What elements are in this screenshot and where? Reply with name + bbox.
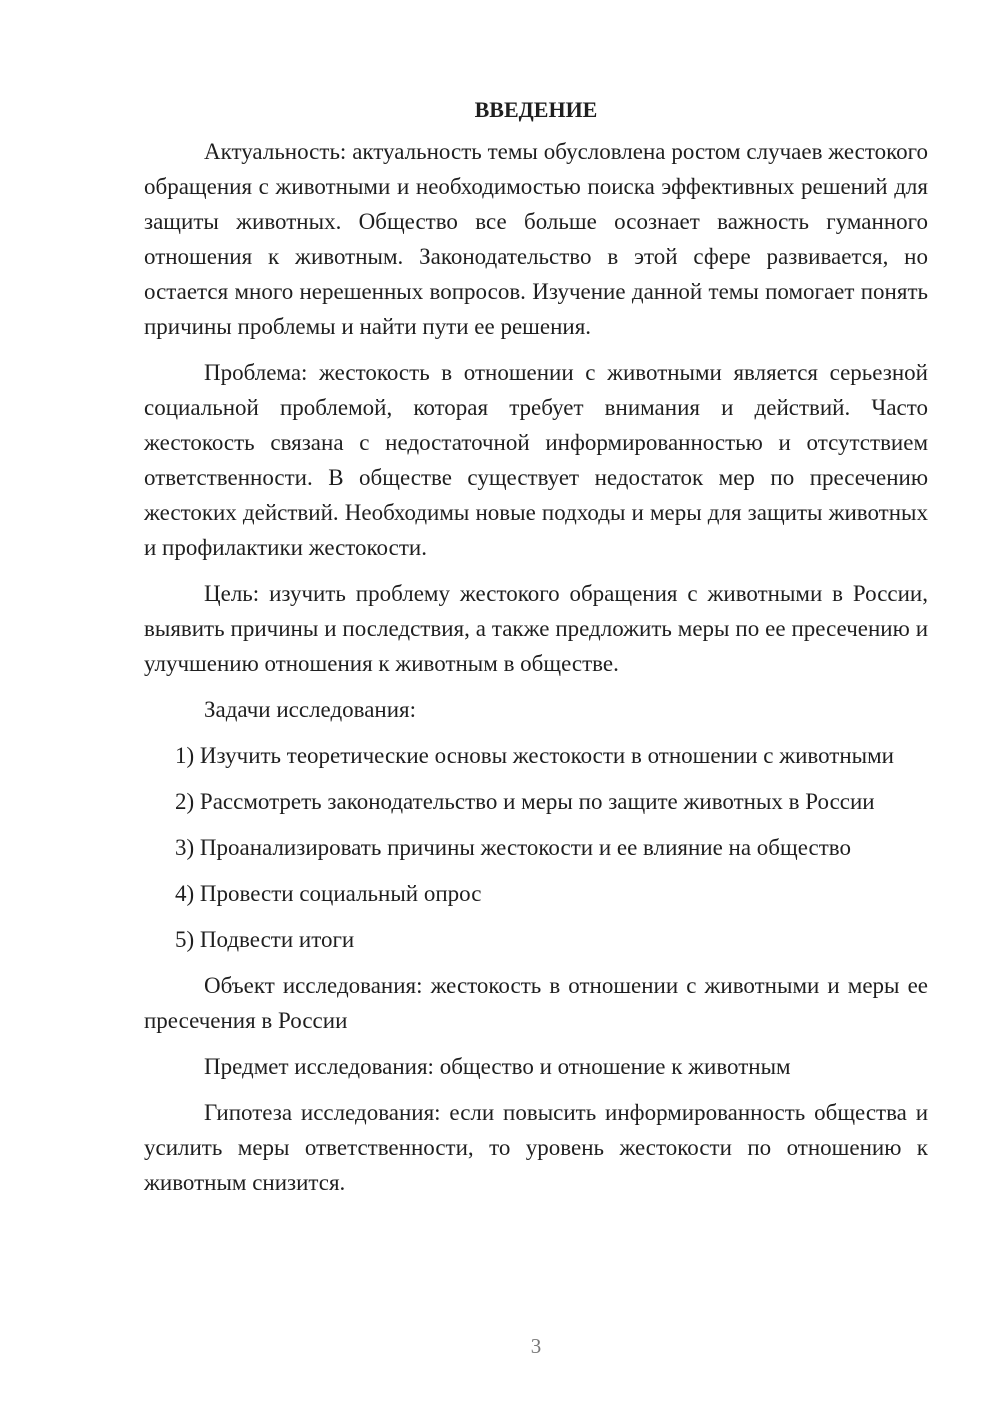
relevance-paragraph: Актуальность: актуальность темы обусловлена ростом случаев жестокого обращения с животными и необходимостью поиска эффективных решений для защиты животных. Общество все больше осознает важность гуманного отношения к животным. Законодательство в этой сфере развивается, но остается много нерешенных вопросов. Изучение данной темы помогает понять причины проблемы и найти пути ее решения. (144, 139, 928, 339)
object-paragraph: Объект исследования: жестокость в отношении с животными и меры ее пресечения в России (144, 973, 928, 1033)
goal-paragraph: Цель: изучить проблему жестокого обращения с животными в России, выявить причины и последствия, а также предложить меры по ее пресечению и улучшению отношения к животным в обществе. (144, 581, 928, 676)
tasks-list (144, 738, 928, 957)
hypothesis-paragraph: Гипотеза исследования: если повысить информированность общества и усилить меры ответственности, то уровень жестокости по отношению к животным снизится. (144, 1100, 928, 1195)
list-item: 4) Провести социальный опрос (175, 881, 482, 906)
page-title: ВВЕДЕНИЕ (474, 97, 598, 122)
page-number: 3 (530, 1334, 542, 1358)
subject-paragraph: Предмет исследования: общество и отношение к животным (204, 1054, 791, 1079)
tasks-heading: Задачи исследования: (204, 697, 417, 722)
list-item: 3) Проанализировать причины жестокости и ее влияние на общество (175, 835, 851, 860)
list-item: 5) Подвести итоги (175, 927, 355, 952)
problem-paragraph: Проблема: жестокость в отношении с животными является серьезной социальной проблемой, которая требует внимания и действий. Часто жестокость связана с недостаточной информированностью и отсутствием ответственности. В обществе существует недостаток мер по пресечению жестоких действий. Необходимы новые подходы и меры для защиты животных и профилактики жестокости. (144, 360, 928, 560)
document-body (144, 95, 928, 1211)
list-item: 2) Рассмотреть законодательство и меры по защите животных в России (175, 789, 875, 814)
list-item: 1) Изучить теоретические основы жестокости в отношении с животными (175, 743, 894, 768)
